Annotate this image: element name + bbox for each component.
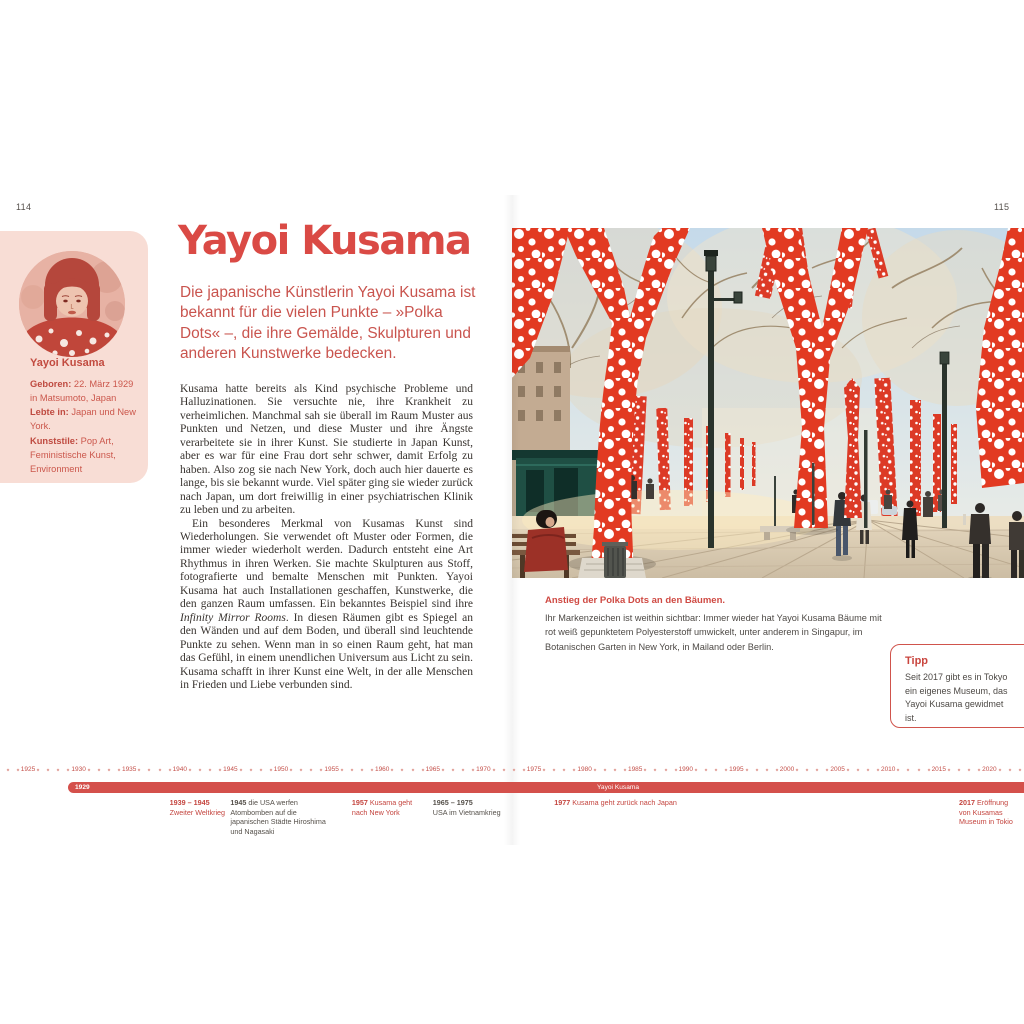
timeline-tick xyxy=(957,769,960,772)
timeline-tick xyxy=(765,769,768,772)
timeline-tick xyxy=(947,769,950,772)
timeline-tick xyxy=(816,769,819,772)
paragraph2-text-a: Ein besonderes Merkmal von Kusamas Kunst sind Wiederholungen. Sie verwendet oft Muster oder Formen, die immer wieder wiederholt werden. Dadurch entsteht eine Art Rhythmus in ihren Werken. Sie machte Skulpturen aus Stoff, fotografierte und bemalte Menschen mit Punkten. Yayoi Kusama hat auch Installationen geschaffen, Kunstwerke, die den ganzen Raum umfassen. Ein bekanntes Beispiel sind ihre xyxy=(180,517,473,611)
timeline-tick xyxy=(411,769,414,772)
timeline-year-label: 2010 xyxy=(880,766,896,773)
timeline-tick xyxy=(846,769,849,772)
page-number-left: 114 xyxy=(16,202,32,212)
timeline-event: 1939 – 1945 Zweiter Weltkrieg xyxy=(169,798,226,817)
timeline-tick xyxy=(219,769,222,772)
photo-caption xyxy=(545,595,883,654)
timeline-tick xyxy=(168,769,171,772)
page-number-right: 115 xyxy=(994,202,1010,212)
timeline-tick xyxy=(148,769,151,772)
timeline-tick xyxy=(300,769,303,772)
timeline-year-label: 2000 xyxy=(779,766,795,773)
timeline-tick xyxy=(704,769,707,772)
timeline-tick xyxy=(654,769,657,772)
tip-title: Tipp xyxy=(905,655,929,667)
tip-text: Seit 2017 gibt es in Tokyo ein eigenes Museum, das Yayoi Kusama gewidmet ist. xyxy=(905,672,1008,723)
timeline-tick xyxy=(370,769,373,772)
timeline-tick xyxy=(36,769,39,772)
timeline-events xyxy=(0,798,1024,838)
article-paragraph-2 xyxy=(180,518,473,693)
timeline-tick xyxy=(694,769,697,772)
timeline-event: 1977 Kusama geht zurück nach Japan xyxy=(554,798,677,807)
timeline xyxy=(0,766,1024,844)
timeline-tick xyxy=(644,769,647,772)
timeline-tick xyxy=(16,769,19,772)
timeline-tick xyxy=(826,769,829,772)
timeline-year-label: 1960 xyxy=(374,766,390,773)
timeline-tick xyxy=(806,769,809,772)
page-gutter xyxy=(504,195,520,845)
timeline-tick xyxy=(391,769,394,772)
timeline-tick xyxy=(310,769,313,772)
timeline-tick xyxy=(775,769,778,772)
timeline-tick xyxy=(967,769,970,772)
timeline-tick xyxy=(259,769,262,772)
timeline-tick xyxy=(755,769,758,772)
timeline-tick xyxy=(674,769,677,772)
timeline-tick xyxy=(998,769,1001,772)
timeline-tick xyxy=(927,769,930,772)
timeline-tick xyxy=(522,769,525,772)
portrait-illustration xyxy=(19,251,125,357)
timeline-tick xyxy=(492,769,495,772)
timeline-tick xyxy=(623,769,626,772)
timeline-tick xyxy=(907,769,910,772)
timeline-tick xyxy=(97,769,100,772)
timeline-ticks xyxy=(0,766,1024,778)
timeline-tick xyxy=(138,769,141,772)
timeline-year-label: 1975 xyxy=(526,766,542,773)
timeline-tick xyxy=(198,769,201,772)
timeline-year-label: 1985 xyxy=(627,766,643,773)
timeline-year-label: 2005 xyxy=(830,766,845,773)
timeline-year-label: 1980 xyxy=(577,766,592,773)
timeline-tick xyxy=(188,769,191,772)
timeline-tick xyxy=(573,769,576,772)
timeline-tick xyxy=(978,769,981,772)
timeline-year-label: 1950 xyxy=(273,766,289,773)
timeline-tick xyxy=(714,769,717,772)
timeline-year-label: 2015 xyxy=(931,766,947,773)
timeline-tick xyxy=(593,769,596,772)
timeline-tick xyxy=(289,769,292,772)
polka-dot-trees-illustration xyxy=(512,228,1024,578)
timeline-tick xyxy=(451,769,454,772)
timeline-tick xyxy=(553,769,556,772)
timeline-tick xyxy=(421,769,424,772)
timeline-event: 1957 Kusama geht nach New York xyxy=(351,798,413,817)
article-paragraph-1: Kusama hatte bereits als Kind psychische Probleme und Halluzinationen. Sie versuchte nie, ihre Krankheit zu verheimlichen. Manchmal sah sie überall im Raum Muster aus Punkten und Netzen, und diese Muster und ihre Ängste verarbeitete sie in ihrer Kunst. Sie studierte in Japan Kunst, aber es war für eine Frau dort sehr schwer, damit Erfolg zu haben. Also zog sie nach New York, doch auch hier dauerte es lange, bis sie bekannt wurde. Viel später ging sie wieder zurück nach Japan, um dort freiwillig in einer psychiatrischen Klinik zu leben und zu arbeiten. xyxy=(180,383,473,517)
timeline-year-label: 1970 xyxy=(476,766,491,773)
timeline-tick xyxy=(57,769,60,772)
timeline-tick xyxy=(1008,769,1011,772)
timeline-tick xyxy=(117,769,120,772)
timeline-tick xyxy=(745,769,748,772)
timeline-tick xyxy=(725,769,728,772)
timeline-year-label: 2020 xyxy=(982,766,997,773)
profile-name: Yayoi Kusama xyxy=(30,357,105,369)
caption-title: Anstieg der Polka Dots an den Bäumen. xyxy=(545,595,726,606)
timeline-tick xyxy=(340,769,343,772)
timeline-tick xyxy=(239,769,242,772)
timeline-tick xyxy=(360,769,363,772)
timeline-tick xyxy=(208,769,211,772)
timeline-year-label: 1935 xyxy=(121,766,137,773)
timeline-tick xyxy=(563,769,566,772)
timeline-tick xyxy=(866,769,869,772)
timeline-tick xyxy=(350,769,353,772)
timeline-tick xyxy=(502,769,505,772)
profile-fields xyxy=(30,377,142,476)
timeline-tick xyxy=(603,769,606,772)
article-title: Yayoi Kusama xyxy=(178,218,471,264)
timeline-tick xyxy=(542,769,545,772)
timeline-tick xyxy=(795,769,798,772)
timeline-year-label: 1955 xyxy=(324,766,339,773)
timeline-year-label: 1965 xyxy=(425,766,441,773)
timeline-tick xyxy=(613,769,616,772)
timeline-tick xyxy=(158,769,161,772)
timeline-tick xyxy=(1018,769,1021,772)
timeline-tick xyxy=(876,769,879,772)
timeline-year-label: 1930 xyxy=(71,766,86,773)
profile-field: Lebte in: Japan und New York. xyxy=(30,407,136,432)
timeline-tick xyxy=(87,769,90,772)
timeline-tick xyxy=(47,769,50,772)
timeline-tick xyxy=(664,769,667,772)
timeline-tick xyxy=(67,769,70,772)
profile-card xyxy=(0,231,148,483)
portrait-yayoi-kusama xyxy=(19,251,125,357)
polka-dot-trees-photo xyxy=(512,228,1024,578)
timeline-event: 2017 Eröffnung von Kusamas Museum in Tokio xyxy=(959,798,1013,827)
profile-field: Kunststile: Pop Art, Feministische Kunst, Environment xyxy=(30,435,116,474)
tip-box xyxy=(890,644,1024,728)
timeline-tick xyxy=(269,769,272,772)
timeline-tick xyxy=(441,769,444,772)
timeline-year-label: 1925 xyxy=(20,766,36,773)
timeline-tick xyxy=(472,769,475,772)
timeline-year-label: 1995 xyxy=(729,766,744,773)
timeline-event: 1965 – 1975 USA im Vietnamkrieg xyxy=(432,798,501,817)
timeline-tick xyxy=(320,769,323,772)
timeline-tick xyxy=(107,769,110,772)
timeline-tick xyxy=(401,769,404,772)
article-body xyxy=(180,383,473,692)
timeline-tick xyxy=(6,769,9,772)
timeline-year-label: 1945 xyxy=(223,766,238,773)
timeline-tick xyxy=(512,769,515,772)
timeline-tick xyxy=(461,769,464,772)
timeline-bar-name: Yayoi Kusama xyxy=(597,784,640,791)
caption-text: Ihr Markenzeichen ist weithin sichtbar: Immer wieder hat Yayoi Kusama Bäume mit rot weiß gepunktetem Polyesterstoff umwickelt, unter anderem in Singapur, im Botanischen Garten in New York, in Mailand oder Berlin. xyxy=(545,613,882,652)
timeline-tick xyxy=(917,769,920,772)
profile-field: Geboren: 22. März 1929 in Matsumoto, Japan xyxy=(30,379,134,404)
timeline-life-bar xyxy=(68,782,1024,793)
timeline-tick xyxy=(897,769,900,772)
paragraph2-text-b: . In diesen Räumen gibt es Spiegel an den Wänden und auf dem Boden, und überall sind leuchtende Punkte zu sehen. Wenn man in so einen Raum geht, hat man das Gefühl, in einem unendlichen Universum aus Licht zu sein. Kusama schafft in ihrer Kunst eine Welt, in der alle Menschen in Frieden und Liebe verbunden sind. xyxy=(180,611,474,691)
timeline-event: 1945 die USA werfen Atombomben auf die japanischen Städte Hiroshima und Nagasaki xyxy=(230,798,326,837)
timeline-tick xyxy=(856,769,859,772)
timeline-tick xyxy=(249,769,252,772)
article-intro: Die japanische Künstlerin Yayoi Kusama ist bekannt für die vielen Punkte – »Polka Dots« –, die ihre Gemälde, Skulpturen und anderen Kunstwerke bedecken. xyxy=(180,284,476,363)
timeline-year-label: 1940 xyxy=(172,766,188,773)
timeline-year-label: 1990 xyxy=(678,766,694,773)
paragraph2-italic: Infinity Mirror Rooms xyxy=(180,611,286,624)
timeline-bar-start-year: 1929 xyxy=(75,784,90,791)
